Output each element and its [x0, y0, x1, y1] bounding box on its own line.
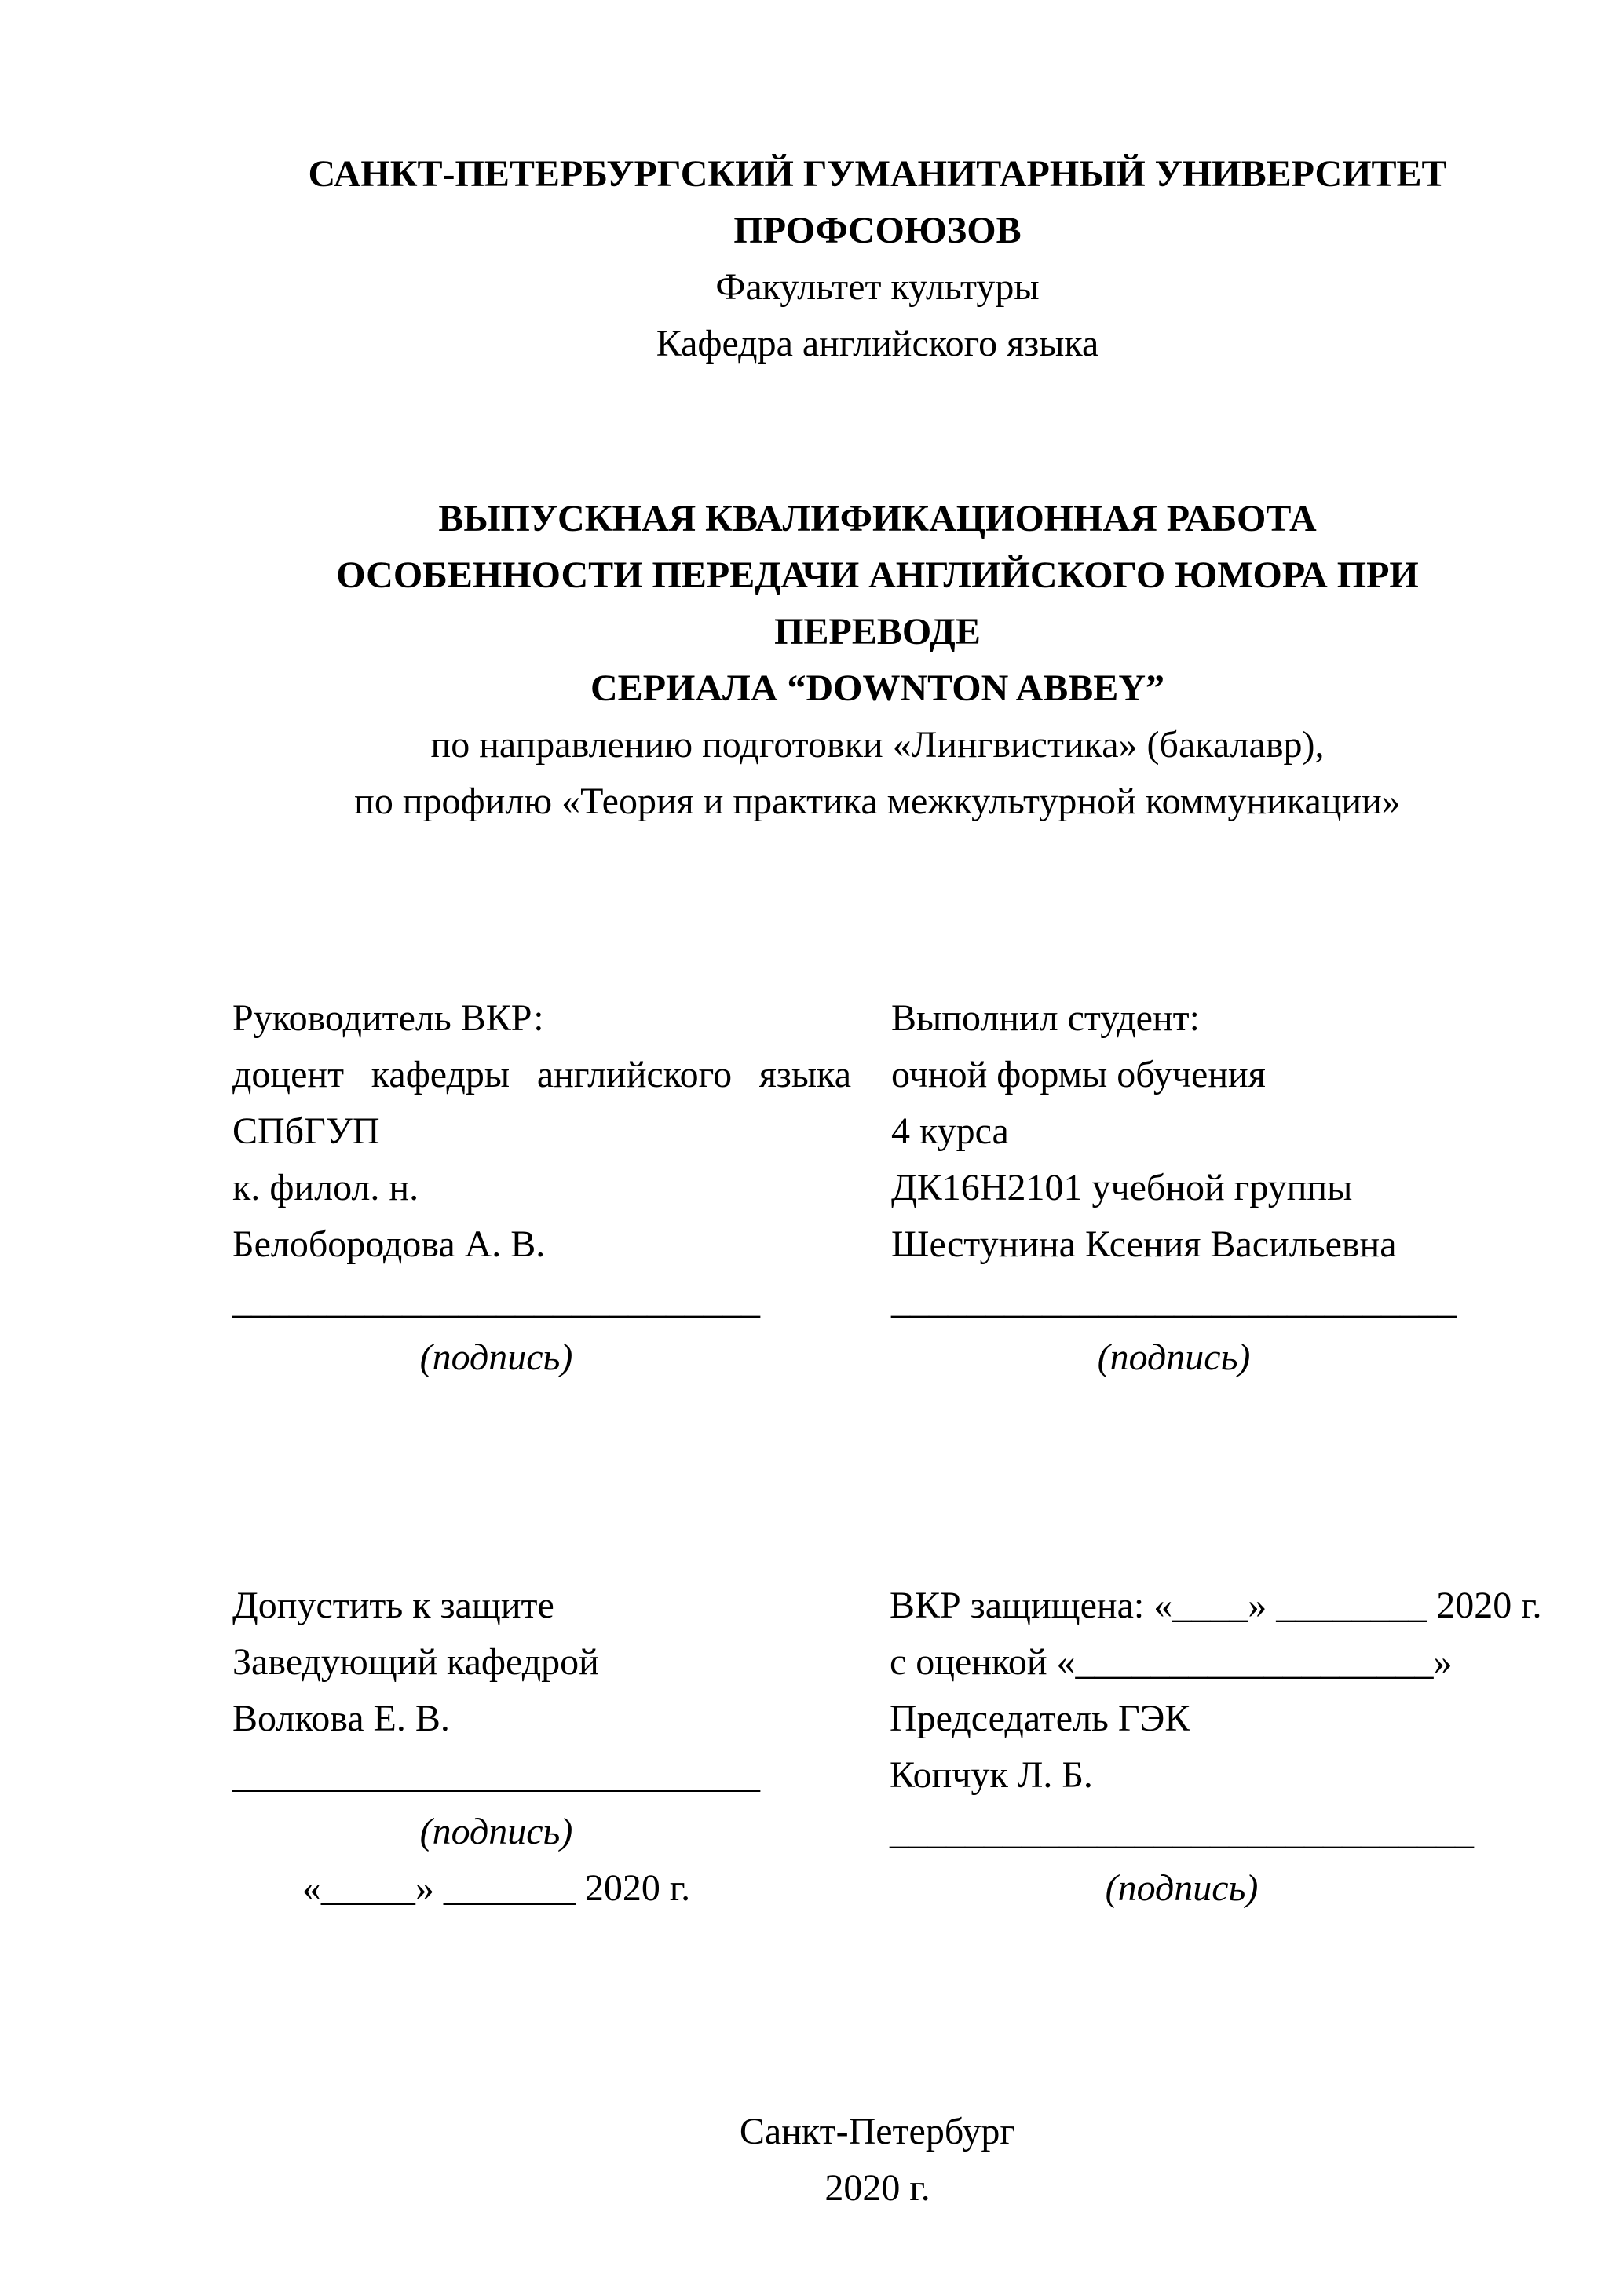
defense-grade-line: с оценкой «___________________» [890, 1641, 1453, 1683]
admission-date-line: «_____» _______ 2020 г. [302, 1867, 691, 1909]
thesis-title-line2: СЕРИАЛА “DOWNTON ABBEY” [590, 667, 1164, 709]
supervisor-signature-line: ____________________________ [232, 1280, 760, 1322]
supervisor-signature-block [232, 1273, 760, 1386]
admission-line2: Заведующий кафедрой [232, 1641, 599, 1683]
profile-line: по профилю «Теория и практика межкультурной коммуникации» [354, 781, 1401, 822]
admission-defense-section [232, 1578, 1542, 1917]
student-label: Выполнил студент: [891, 997, 1200, 1039]
defense-signature-line: _______________________________ [890, 1811, 1474, 1852]
student-signature-caption: (подпись) [1097, 1336, 1251, 1378]
supervisor-name: Белобородова А. В. [232, 1223, 546, 1265]
admission-signature-caption: (подпись) [419, 1811, 573, 1852]
program-line: по направлению подготовки «Лингвистика» (бакалавр), [430, 724, 1325, 766]
supervisor-position: доцент кафедры английского языка [232, 1054, 852, 1095]
admission-signature-line: ____________________________ [232, 1754, 760, 1796]
defense-signature-caption: (подпись) [1105, 1867, 1259, 1909]
supervisor-student-section [232, 990, 1522, 1386]
defense-date-line: ВКР защищена: «____» ________ 2020 г. [890, 1585, 1542, 1626]
faculty-line: Факультет культуры [715, 266, 1040, 308]
thesis-title-line1: ОСОБЕННОСТИ ПЕРЕДАЧИ АНГЛИЙСКОГО ЮМОРА ПРИ ПЕРЕВОДЕ [336, 554, 1419, 653]
student-name: Шестунина Ксения Васильевна [891, 1223, 1397, 1265]
supervisor-column [232, 990, 851, 1386]
admission-signature-block [232, 1747, 760, 1917]
student-column [891, 990, 1522, 1386]
defense-chair-name: Копчук Л. Б. [890, 1754, 1093, 1796]
footer-block [232, 2104, 1522, 2217]
student-course: 4 курса [891, 1110, 1009, 1152]
footer-city: Санкт-Петербург [739, 2111, 1016, 2152]
admission-column [232, 1578, 850, 1917]
student-group: ДК16Н2101 учебной группы [891, 1167, 1353, 1208]
defense-signature-block [890, 1804, 1474, 1917]
student-study-form: очной формы обучения [891, 1054, 1266, 1095]
defense-column [890, 1578, 1542, 1917]
admission-line1: Допустить к защите [232, 1585, 554, 1626]
title-block [232, 491, 1522, 830]
work-type-line: ВЫПУСКНАЯ КВАЛИФИКАЦИОННАЯ РАБОТА [438, 498, 1317, 539]
defense-chair-label: Председатель ГЭК [890, 1698, 1190, 1739]
university-name-line2: ПРОФСОЮЗОВ [733, 210, 1022, 251]
student-signature-line: ______________________________ [891, 1280, 1457, 1322]
footer-year: 2020 г. [824, 2167, 930, 2209]
supervisor-signature-caption: (подпись) [419, 1336, 573, 1378]
supervisor-degree: к. филол. н. [232, 1167, 419, 1208]
header-block [232, 146, 1522, 372]
university-name-line1: САНКТ-ПЕТЕРБУРГСКИЙ ГУМАНИТАРНЫЙ УНИВЕРСИТЕТ [308, 153, 1447, 195]
department-line: Кафедра английского языка [656, 323, 1099, 364]
student-signature-block [891, 1273, 1457, 1386]
supervisor-label: Руководитель ВКР: [232, 997, 544, 1039]
admission-head-name: Волкова Е. В. [232, 1698, 450, 1739]
supervisor-organization: СПбГУП [232, 1110, 380, 1152]
